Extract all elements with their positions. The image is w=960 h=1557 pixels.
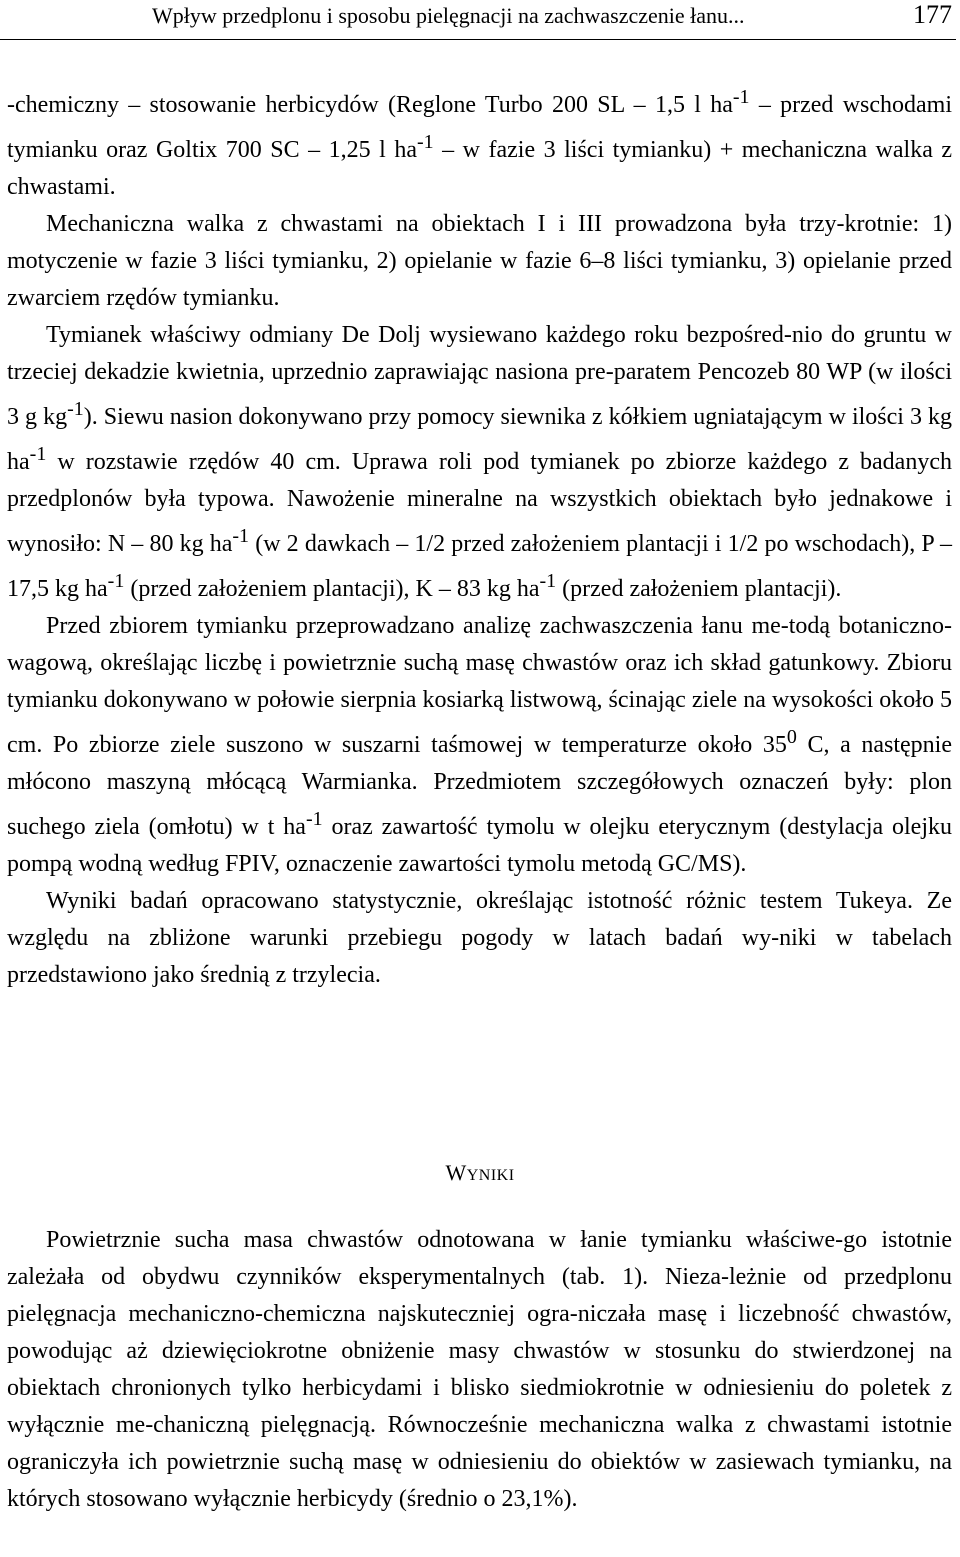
paragraph-sowing: Tymianek właściwy odmiany De Dolj wysiewano każdego roku bezpośred-nio do gruntu w trzeciej dekadzie kwietnia, uprzednio zaprawiając nasiona pre-paratem Pencozeb 80 WP (w ilości 3 g $kg^{-1}$). Siewu nasion dokonywano przy pomocy siewnika z kółkiem ugniatającym w ilości 3 kg $ha^{-1}$ w rozstawie rzędów 40 cm. Uprawa roli pod tymianek po zbiorze każdego z badanych przedplonów była typowa. Nawożenie mineralne na wszystkich obiektach było jednakowe i wynosiło: N – 80 kg $ha^{-1}$ (w 2 dawkach – 1/2 przed założeniem plantacji i 1/2 po wschodach), P – 17,5 kg $ha^{-1}$ (przed założeniem plantacji), K – 83 kg $ha^{-1}$ (przed założeniem plantacji). [7, 322, 953, 602]
page-number: 177 [913, 0, 952, 29]
running-title: Wpływ przedplonu i sposobu pielęgnacji na zachwaszczenie łanu... [152, 3, 745, 28]
header-rule [0, 39, 956, 40]
running-header [0, 0, 960, 40]
paragraph-statistics: Wyniki badań opracowano statystycznie, określając istotność różnic testem Tukeya. Ze względu na zbliżone warunki przebiegu pogody w latach badań wy-niki w tabelach przedstawiono jako średnią z trzylecia. [7, 888, 952, 988]
paragraph-weed-analysis: Przed zbiorem tymianku przeprowadzano analizę zachwaszczenia łanu me-todą botaniczno-wagową, określając liczbę i powietrznie suchą masę chwastów oraz ich skład gatunkowy. Zbioru tymianku dokonywano w połowie sierpnia kosiarką listwową, ścinając ziele na wysokości około 5 cm. Po zbiorze ziele suszono w suszarni taśmowej w temperaturze około $35^0$ C, a następnie młócono maszyną młócącą Warmianka. Przedmiotem szczegółowych oznaczeń były: plon suchego ziela (omłotu) w t $ha^{-1}$ oraz zawartość tymolu w olejku eterycznym (destylacja olejku pompą wodną według FPIV, oznaczenie zawartości tymolu metodą GC/MS). [7, 613, 953, 877]
section-heading-results: WYNIKI [445, 1160, 515, 1185]
methods-text-block [7, 79, 952, 994]
paragraph-results: Powietrznie sucha masa chwastów odnotowana w łanie tymianku właściwe-go istotnie zależała od obydwu czynników eksperymentalnych (tab. 1). Nieza-leżnie od przedplonu pielęgnacja mechaniczno-chemiczna najskuteczniej ogra-niczała masę i liczebność chwastów, powodując aż dziewięciokrotne obniżenie masy chwastów w stosunku do stwierdzonej na obiektach chronionych tylko herbicydami i blisko siedmiokrotnie w odniesieniu do poletek z wyłącznie me-chaniczną pielęgnacją. Równocześnie mechaniczna walka z chwastami istotnie ograniczyła ich powietrznie suchą masę w odniesieniu do obiektów w zasiewach tymianku, na których stosowano wyłącznie herbicydy (średnio o 23,1%). [7, 1227, 952, 1512]
results-text-block [7, 1222, 952, 1518]
paragraph-mechanical-weeding: Mechaniczna walka z chwastami na obiektach I i III prowadzona była trzy-krotnie: 1) motyczenie w fazie 3 liści tymianku, 2) opielanie w fazie 6–8 liści tymianku, 3) opielanie przed zwarciem rzędów tymianku. [7, 211, 952, 311]
paragraph-herbicide-variant: -chemiczny – stosowanie herbicydów (Reglone Turbo 200 SL – 1,5 l $ha^{-1}$ – przed wschodami tymianku oraz Goltix 700 SC – 1,25 l $ha^{-1}$ – w fazie 3 liści tymianku) + mechaniczna walka z chwastami. [7, 86, 953, 200]
